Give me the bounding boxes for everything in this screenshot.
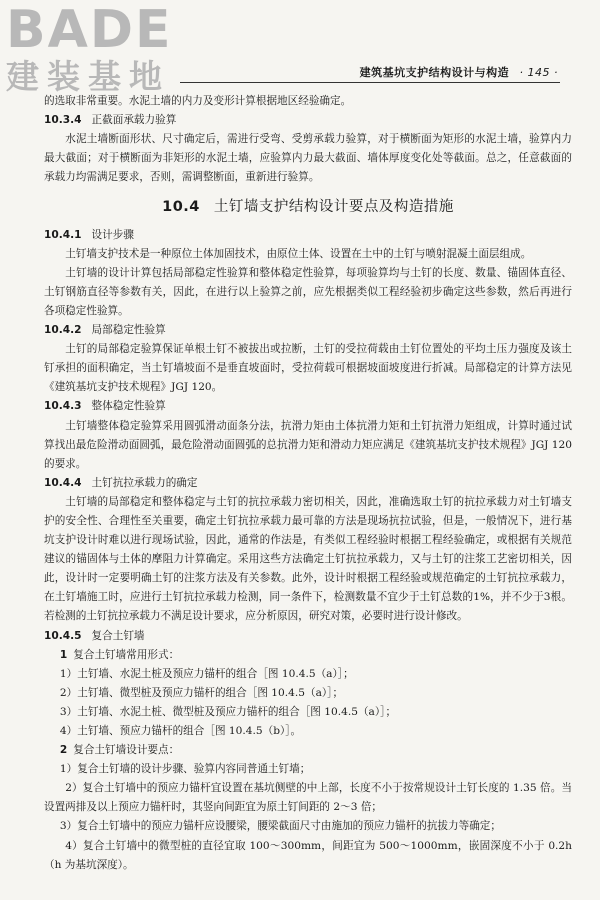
list-item: 1）复合土钉墙的设计步骤、验算内容同普通土钉墙； xyxy=(59,763,311,776)
section-title: 复合土钉墙 xyxy=(91,629,145,642)
header-rule xyxy=(180,82,560,83)
page-body xyxy=(44,92,572,875)
section-title: 设计步骤 xyxy=(91,228,134,241)
section-10-4-2-heading xyxy=(44,321,572,340)
list-item: 1）土钉墙、水泥土桩及预应力锚杆的组合［图 10.4.5（a）］； xyxy=(59,667,354,680)
logo-latin-text: BADE xyxy=(6,0,173,60)
subsection-1-heading xyxy=(44,646,572,665)
section-number: 10.4.4 xyxy=(44,476,82,489)
subsection-number: 2 xyxy=(59,744,68,757)
section-title: 局部稳定性验算 xyxy=(91,324,166,337)
subsection-title: 复合土钉墙设计要点： xyxy=(73,744,180,757)
list-item: 4）土钉墙、预应力锚杆的组合［图 10.4.5（b）］。 xyxy=(59,725,302,737)
subsection-number: 1 xyxy=(59,648,68,661)
running-head xyxy=(360,64,558,80)
section-number: 10.4.5 xyxy=(44,629,82,642)
section-10-3-4-body: 水泥土墙断面形状、尺寸确定后，需进行受弯、受剪承载力验算，对于横断面为矩形的水泥土墙，验算内力最大截面；对于横断面为非矩形的水泥土墙，应验算内力最大截面、墙体厚度变化处等截面。总之，任意截面的承载力均需满足要求，否则，需调整断面，重新进行验算。 xyxy=(44,133,572,184)
section-title: 土钉抗拉承载力的确定 xyxy=(91,476,198,489)
page-number: · 145 · xyxy=(519,66,558,79)
section-title: 整体稳定性验算 xyxy=(91,400,166,413)
section-number: 10.4.2 xyxy=(44,324,82,337)
section-10-4-1-paragraph-1: 土钉墙支护技术是一种原位土体加固技术，由原位土体、设置在土中的土钉与喷射混凝土面层组成。 xyxy=(65,247,532,260)
list-item: 2）复合土钉墙中的预应力锚杆宜设置在基坑侧壁的中上部，长度不小于按常规设计土钉长度的 1.35 倍。当设置两排及以上预应力锚杆时，其竖向间距宜为原土钉间距的 2～3 倍； xyxy=(44,782,572,814)
section-10-4-4-body: 土钉墙的局部稳定和整体稳定与土钉的抗拉承载力密切相关，因此，准确选取土钉的抗拉承载力对土钉墙支护的安全性、合理性至关重要，确定土钉抗拉承载力最可靠的方法是现场抗拉试验，但是，一般情况下，进行基坑支护设计时难以进行现场试验，因此，通常的作法是，有类似工程经验时根据工程经验确定，或根据有关规范建议的锚固体与土体的摩阻力计算确定。采用这些方法确定土钉抗拉承载力，又与土钉的注浆工艺密切相关，因此，设计时一定要明确土钉的注浆方法及有关参数。此外，设计时根据工程经验或规范确定的土钉抗拉承载力，在土钉墙施工时，应进行土钉抗拉承载力检测，同一条件下，检测数量不宜少于土钉总数的1%，并不少于3根。若检测的土钉抗拉承载力不满足设计要求，应分析原因，研究对策，必要时进行设计修改。 xyxy=(44,495,572,623)
section-10-4-4-heading xyxy=(44,474,572,493)
section-number: 10.3.4 xyxy=(44,114,82,127)
section-number: 10.4.3 xyxy=(44,400,82,413)
running-title: 建筑基坑支护结构设计与构造 xyxy=(359,66,510,79)
chapter-number: 10.4 xyxy=(162,199,200,216)
section-10-3-4-heading xyxy=(44,111,572,130)
section-10-4-3-heading xyxy=(44,397,572,416)
section-10-4-5-heading xyxy=(44,627,572,646)
section-title: 正截面承载力验算 xyxy=(91,114,177,127)
section-10-4-1-heading xyxy=(44,226,572,245)
list-item: 2）土钉墙、微型桩及预应力锚杆的组合［图 10.4.5（a）］； xyxy=(59,686,344,699)
subsection-title: 复合土钉墙常用形式： xyxy=(73,648,180,661)
chapter-title: 土钉墙支护结构设计要点及构造措施 xyxy=(213,199,454,216)
publisher-logo xyxy=(6,0,181,96)
section-10-4-1-paragraph-2: 土钉墙的设计计算包括局部稳定性验算和整体稳定性验算，每项验算均与土钉的长度、数量、锚固体直径、土钉钢筋直径等参数有关，因此，在进行以上验算之前，应先根据类似工程经验初步确定这些参数，然后再进行各项稳定性验算。 xyxy=(44,266,572,317)
chapter-heading xyxy=(44,198,572,217)
list-item: 3）土钉墙、水泥土桩、微型桩及预应力锚杆的组合［图 10.4.5（a）］； xyxy=(59,705,397,718)
section-number: 10.4.1 xyxy=(44,228,82,241)
section-10-4-3-body: 土钉墙整体稳定验算采用圆弧滑动面条分法，抗滑力矩由土体抗滑力矩和土钉抗滑力矩组成，计算时通过试算找出最危险滑动面圆弧，最危险滑动面圆弧的总抗滑力矩和滑动力矩应满足《建筑基坑支护技术规程》JGJ 120的要求。 xyxy=(44,419,572,470)
section-10-4-2-body: 土钉的局部稳定验算保证单根土钉不被拔出或拉断，土钉的受拉荷载由土钉位置处的平均土压力强度及该土钉承担的面积确定，当土钉墙坡面不是垂直坡面时，受拉荷载可根据坡面坡度进行折减。局部稳定的计算方法见《建筑基坑支护技术规程》JGJ 120。 xyxy=(44,343,572,394)
list-item: 4）复合土钉墙中的微型桩的直径宜取 100～300mm，间距宜为 500～1000mm，嵌固深度不小于 0.2h（h 为基坑深度）。 xyxy=(44,839,572,871)
subsection-2-heading xyxy=(44,741,572,760)
logo-cjk-text: 建装基地 xyxy=(6,57,170,96)
list-item: 3）复合土钉墙中的预应力锚杆应设腰梁，腰梁截面尺寸由施加的预应力锚杆的抗拔力等确定； xyxy=(59,820,501,833)
continuation-paragraph: 的选取非常重要。水泥土墙的内力及变形计算根据地区经验确定。 xyxy=(44,95,352,107)
